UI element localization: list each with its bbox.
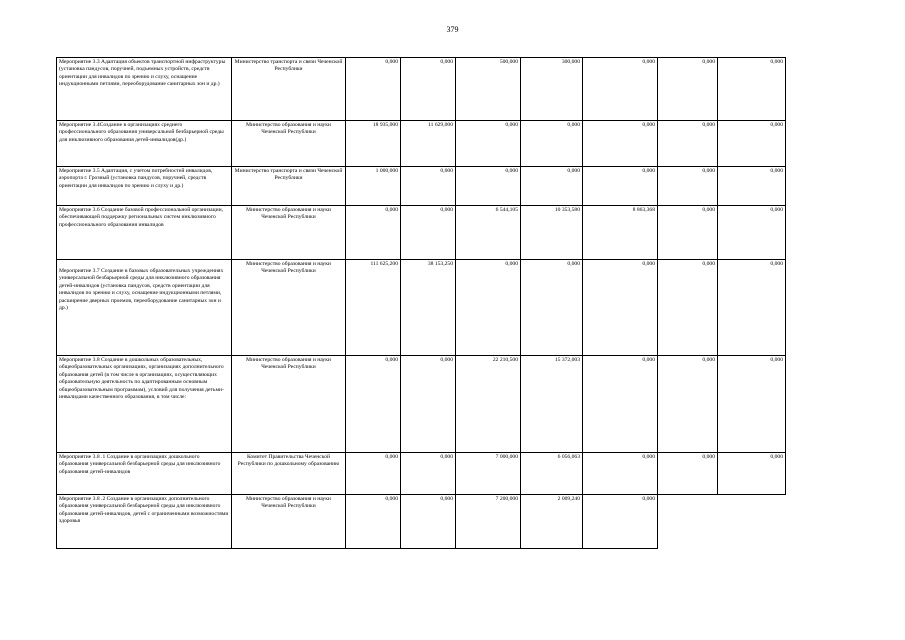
value-cell: 0,000 [658, 121, 718, 167]
value-cell: 0,000 [346, 356, 401, 453]
value-cell: 0,000 [718, 167, 786, 206]
value-cell: 0,000 [718, 206, 786, 260]
value-cell: 0,000 [346, 206, 401, 260]
program-activities-table [56, 57, 786, 549]
value-cell: 0,000 [401, 495, 456, 549]
executor: Министерство образования и науки Чеченской Республики [232, 260, 346, 356]
value-cell: 0,000 [401, 356, 456, 453]
value-cell: 0,000 [401, 453, 456, 495]
table-row [57, 260, 786, 356]
executor: Министерство образования и науки Чеченской Республики [232, 206, 346, 260]
activity-name: Мероприятие 3.5 Адаптация, с учетом потребностей инвалидов, аэропорта г. Грозный (установка пандусов, поручней, средств ориентации для инвалидов по зрению и слуху и др.) [57, 167, 232, 206]
executor: Министерство образования и науки Чеченской Республики [232, 121, 346, 167]
value-cell: 11 629,000 [401, 121, 456, 167]
value-cell: 0,000 [658, 58, 718, 121]
value-cell: 0,000 [583, 260, 658, 356]
value-cell: 0,000 [346, 453, 401, 495]
value-cell: 0,000 [401, 206, 456, 260]
value-cell: 0,000 [658, 167, 718, 206]
value-cell: 300,000 [521, 58, 583, 121]
value-cell: 0,000 [718, 260, 786, 356]
empty-cell [718, 495, 786, 549]
executor: Комитет Правительства Чеченской Республики по дошкольному образованию [232, 453, 346, 495]
value-cell: 0,000 [583, 121, 658, 167]
value-cell: 2 009,240 [521, 495, 583, 549]
value-cell: 0,000 [718, 58, 786, 121]
activity-name: Мероприятие 3.8 Создание в дошкольных образовательных, общеобразовательных организациях, организациях дополнительного образования детей (в том числе в организациях, осуществляющих образовательную деятельность по адаптированным основным общеобразовательным программам), условий для получения детьми-инвалидами качественного образования, в том числе: [57, 356, 232, 453]
value-cell: 0,000 [401, 58, 456, 121]
activity-name: Мероприятие 3.3 Адаптация объектов транспортной инфраструктуры (установка пандусов, поручней, подъемных устройств, средств ориентации для инвалидов по зрению и слуху, оснащение индукционными петлями, переоборудование санитарных зон и др.) [57, 58, 232, 121]
value-cell: 0,000 [583, 495, 658, 549]
value-cell: 0,000 [718, 356, 786, 453]
value-cell: 7 000,000 [456, 453, 521, 495]
value-cell: 0,000 [583, 167, 658, 206]
value-cell: 111 625,200 [346, 260, 401, 356]
table-row [57, 167, 786, 206]
value-cell: 15 372,003 [521, 356, 583, 453]
value-cell: 0,000 [456, 260, 521, 356]
value-cell: 0,000 [658, 260, 718, 356]
value-cell: 8 863,368 [583, 206, 658, 260]
value-cell: 0,000 [658, 356, 718, 453]
table-row [57, 356, 786, 453]
value-cell: 10 353,580 [521, 206, 583, 260]
value-cell: 0,000 [346, 58, 401, 121]
activity-name: Мероприятие 3.6 Создание базовой профессиональной организации, обеспечивающей поддержку региональных систем инклюзивного профессионального образования инвалидов [57, 206, 232, 260]
value-cell: 6 056,063 [521, 453, 583, 495]
value-cell: 0,000 [583, 58, 658, 121]
value-cell: 0,000 [583, 356, 658, 453]
table-row [57, 206, 786, 260]
executor: Министерство транспорта и связи Чеченской Республики [232, 167, 346, 206]
value-cell: 18 935,000 [346, 121, 401, 167]
value-cell: 0,000 [346, 495, 401, 549]
page-number: 379 [446, 25, 459, 34]
table-row [57, 58, 786, 121]
value-cell: 6 544,105 [456, 206, 521, 260]
activity-name: Мероприятие 3.4Создание в организациях среднего профессионального образования универсальной безбарьерной среды для инклюзивного образования детей-инвалидов(др.) [57, 121, 232, 167]
activity-name: Мероприятие 3.7 Создание в базовых образовательных учреждениях универсальной безбарьерной среды для инклюзивного образования детей-инвалидов (установка пандусов, средств ориентации для инвалидов по зрению и слуху, оснащение индукционными петлями, расширение дверных проемов, переоборудование санитарных зон и др.) [57, 260, 232, 356]
value-cell: 0,000 [401, 167, 456, 206]
value-cell: 0,000 [521, 167, 583, 206]
value-cell: 0,000 [658, 453, 718, 495]
value-cell: 1 000,000 [346, 167, 401, 206]
value-cell: 0,000 [718, 121, 786, 167]
executor: Министерство образования и науки Чеченской Республики [232, 495, 346, 549]
value-cell: 0,000 [658, 206, 718, 260]
value-cell: 0,000 [718, 453, 786, 495]
value-cell: 0,000 [583, 453, 658, 495]
table-row [57, 495, 786, 549]
value-cell: 0,000 [521, 260, 583, 356]
value-cell: 7 200,000 [456, 495, 521, 549]
value-cell: 0,000 [521, 121, 583, 167]
value-cell: 22 210,500 [456, 356, 521, 453]
activity-name: Мероприятие 3.8 .2 Создание в организациях дополнительного образования универсальной безбарьерной среды для инклюзивного образования детей-инвалидов, детей с ограниченными возможностями здоровья [57, 495, 232, 549]
executor: Министерство образования и науки Чеченской Республики [232, 356, 346, 453]
executor: Министерство транспорта и связи Чеченской Республики [232, 58, 346, 121]
table-row [57, 121, 786, 167]
value-cell: 38 153,250 [401, 260, 456, 356]
value-cell: 0,000 [456, 167, 521, 206]
activity-name: Мероприятие 3.8 .1 Создание в организациях дошкольного образования универсальной безбарьерной среды для инклюзивного образования детей-инвалидов [57, 453, 232, 495]
table-row [57, 453, 786, 495]
value-cell: 0,000 [456, 121, 521, 167]
value-cell: 500,000 [456, 58, 521, 121]
empty-cell [658, 495, 718, 549]
